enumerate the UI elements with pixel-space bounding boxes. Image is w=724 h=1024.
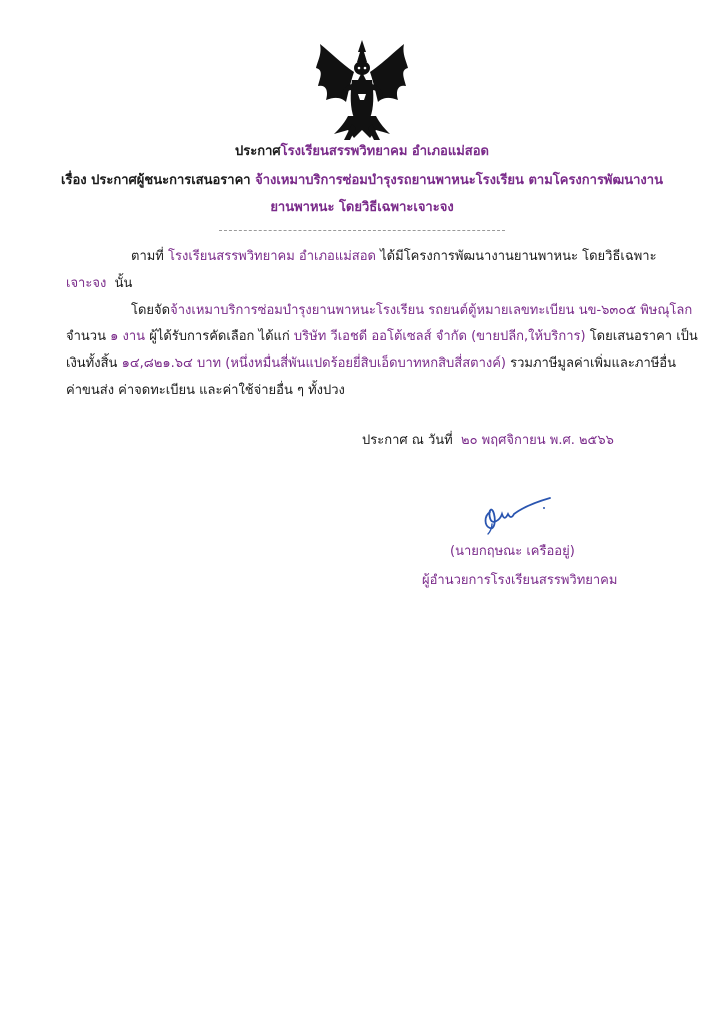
- announcement-title: [0, 143, 724, 161]
- date-prefix: ประกาศ ณ วันที่: [362, 433, 453, 448]
- p2-quantity-label: จำนวน: [66, 329, 106, 344]
- subject-line: [0, 172, 724, 190]
- p1-prefix: ตามที่: [131, 249, 164, 264]
- subject-prefix: เรื่อง ประกาศผู้ชนะการเสนอราคา: [61, 173, 251, 188]
- p2-selected-label: ผู้ได้รับการคัดเลือก ได้แก่: [149, 329, 290, 344]
- p2-company: บริษัท วีเอชดี ออโต้เซลส์ จำกัด (ขายปลีก,ให้บริการ): [293, 329, 586, 344]
- title-prefix: ประกาศ: [235, 144, 281, 159]
- paragraph-2-line-1: [131, 302, 692, 320]
- paragraph-1-line-2: [66, 275, 132, 293]
- p1-school: โรงเรียนสรรพวิทยาคม อำเภอแม่สอด: [168, 249, 376, 264]
- paragraph-2-line-3: [66, 355, 676, 373]
- school-name: โรงเรียนสรรพวิทยาคม อำเภอแม่สอด: [280, 144, 489, 159]
- p2-quantity: ๑ งาน: [110, 329, 146, 344]
- signer-name: (นายกฤษณะ เครืออยู่): [450, 544, 575, 559]
- p2-offer-label: โดยเสนอราคา เป็น: [589, 329, 698, 344]
- p1-cont-accent: เจาะจง: [66, 276, 107, 291]
- p2-prefix: โดยจัด: [131, 303, 171, 318]
- subject-text: จ้างเหมาบริการซ่อมบำรุงรถยานพาหนะโรงเรียน ตามโครงการพัฒนางาน: [255, 173, 663, 188]
- date-value: ๒๐ พฤศจิกายน พ.ศ. ๒๕๖๖: [461, 433, 614, 448]
- garuda-emblem-icon: [314, 38, 410, 142]
- subject-line-2: ยานพาหนะ โดยวิธีเฉพาะเจาะจง: [270, 200, 454, 215]
- p1-rest: ได้มีโครงการพัฒนางานยานพาหนะ โดยวิธีเฉพาะ: [380, 249, 657, 264]
- divider: [219, 230, 505, 231]
- paragraph-2-line-4: ค่าขนส่ง ค่าจดทะเบียน และค่าใช้จ่ายอื่น ๆ ทั้งปวง: [66, 383, 345, 398]
- announcement-date: [362, 432, 614, 450]
- p2-total-amount: ๑๔,๘๒๑.๖๔ บาท (หนึ่งหมื่นสี่พันแปดร้อยยี่สิบเอ็ดบาทหกสิบสี่สตางค์): [121, 356, 506, 371]
- signer-position: ผู้อำนวยการโรงเรียนสรรพวิทยาคม: [422, 573, 618, 588]
- paragraph-1-line-1: [131, 248, 657, 266]
- p1-cont-rest: นั้น: [114, 276, 133, 291]
- p2-tax-text: รวมภาษีมูลค่าเพิ่มและภาษีอื่น: [510, 356, 677, 371]
- p2-service: จ้างเหมาบริการซ่อมบำรุงยานพาหนะโรงเรียน รถยนต์ตู้หมายเลขทะเบียน นข-๖๓๐๕ พิษณุโลก: [170, 303, 693, 318]
- signature-icon: [476, 492, 558, 536]
- paragraph-2-line-2: [66, 328, 698, 346]
- p2-total-label: เงินทั้งสิ้น: [66, 356, 118, 371]
